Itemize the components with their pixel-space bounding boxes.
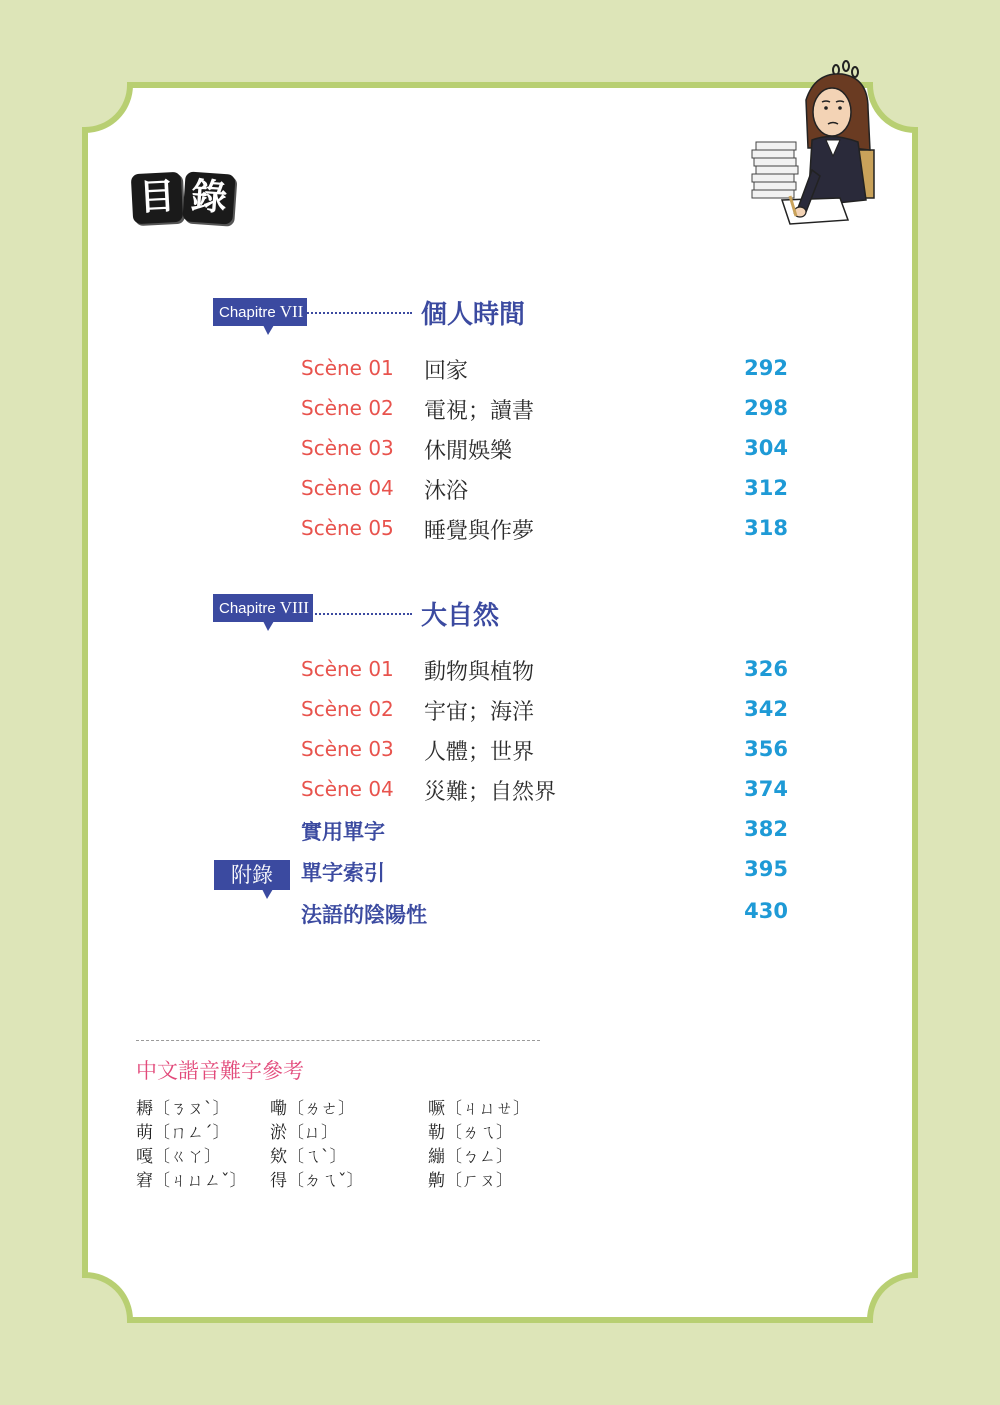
- page-number: 292: [744, 356, 788, 380]
- reference-item: 嘞〔ㄌㄜ〕: [270, 1099, 355, 1119]
- appendix-entry-title[interactable]: 單字索引: [301, 861, 385, 885]
- entry-title[interactable]: 休閒娛樂: [424, 439, 513, 464]
- entry-title[interactable]: 睡覺與作夢: [424, 519, 535, 544]
- reference-item: 淤〔ㄩ〕: [270, 1123, 338, 1143]
- page-title-char: 目: [131, 172, 184, 225]
- chapter-tag-roman: VIII: [279, 598, 309, 617]
- scene-label: Scène 03: [301, 737, 394, 761]
- scene-label: Scène 02: [301, 697, 394, 721]
- appendix-tag: 附錄: [214, 860, 290, 890]
- reference-item: 勒〔ㄌㄟ〕: [428, 1123, 513, 1143]
- chapter-title[interactable]: 大自然: [421, 601, 500, 631]
- reference-item: 噘〔ㄐㄩㄝ〕: [428, 1099, 530, 1119]
- page-number: 304: [744, 436, 788, 460]
- scene-label: Scène 01: [301, 657, 394, 681]
- entry-title[interactable]: 災難；自然界: [424, 780, 557, 805]
- chapter-tag-word: Chapitre: [219, 600, 276, 617]
- reference-item: 欸〔ㄟˋ〕: [270, 1147, 347, 1167]
- entry-title[interactable]: 回家: [424, 359, 469, 384]
- page-number: 312: [744, 476, 788, 500]
- reference-item: 耨〔ㄋㄡˋ〕: [136, 1099, 230, 1119]
- page-number: 374: [744, 777, 788, 801]
- reference-item: 繃〔ㄅㄥ〕: [428, 1147, 513, 1167]
- entry-title[interactable]: 宇宙；海洋: [424, 700, 535, 725]
- appendix-entry-title[interactable]: 實用單字: [301, 820, 385, 844]
- page-title: [132, 173, 236, 225]
- scene-label: Scène 04: [301, 476, 394, 500]
- scene-label: Scène 03: [301, 436, 394, 460]
- page-number: 318: [744, 516, 788, 540]
- reference-item: 窘〔ㄐㄩㄥˇ〕: [136, 1171, 247, 1191]
- scene-label: Scène 01: [301, 356, 394, 380]
- reference-title: 中文諧音難字參考: [136, 1059, 304, 1083]
- entry-title[interactable]: 電視；讀書: [424, 399, 535, 424]
- page-number: 382: [744, 817, 788, 841]
- page-number: 342: [744, 697, 788, 721]
- page-number: 298: [744, 396, 788, 420]
- leader-dots: [304, 312, 412, 314]
- reference-item: 得〔ㄉㄟˇ〕: [270, 1171, 364, 1191]
- chapter-tag-roman: VII: [279, 302, 304, 321]
- entry-title[interactable]: 沐浴: [424, 479, 469, 504]
- page-title-char: 錄: [182, 171, 235, 224]
- page-number: 395: [744, 857, 788, 881]
- chapter-title[interactable]: 個人時間: [421, 300, 526, 330]
- appendix-entry-title[interactable]: 法語的陰陽性: [301, 903, 427, 927]
- chapter-tag: [213, 594, 313, 622]
- chapter-tag-word: Chapitre: [219, 304, 276, 321]
- reference-divider: [136, 1040, 540, 1041]
- scene-label: Scène 05: [301, 516, 394, 540]
- entry-title[interactable]: 人體；世界: [424, 740, 535, 765]
- scene-label: Scène 04: [301, 777, 394, 801]
- page-number: 430: [744, 899, 788, 923]
- reference-item: 嘎〔ㄍㄚ〕: [136, 1147, 221, 1167]
- chapter-tag: [213, 298, 307, 326]
- reference-item: 齁〔ㄏㄡ〕: [428, 1171, 513, 1191]
- page-number: 356: [744, 737, 788, 761]
- leader-dots: [304, 613, 412, 615]
- page-number: 326: [744, 657, 788, 681]
- reference-item: 萌〔ㄇㄥˊ〕: [136, 1123, 230, 1143]
- scene-label: Scène 02: [301, 396, 394, 420]
- entry-title[interactable]: 動物與植物: [424, 660, 535, 685]
